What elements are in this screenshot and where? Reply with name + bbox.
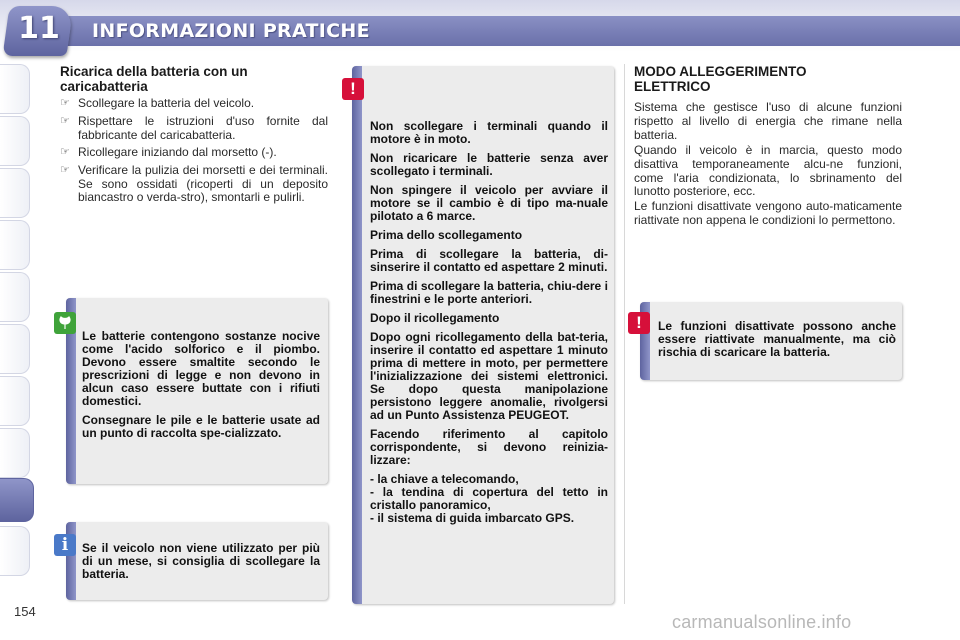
power-saving-heading	[634, 64, 894, 94]
heading-line-1: MODO ALLEGGERIMENTO	[634, 64, 807, 79]
heading-line-2: caricabatteria	[60, 79, 148, 94]
pointing-hand-icon: ☞	[60, 146, 70, 158]
box-stripe	[352, 66, 362, 604]
chapter-number: 11	[18, 11, 60, 46]
power-saving-paragraph: Sistema che gestisce l'uso di alcune funzioni rispetto al livello di energia che rimane nella batteria.	[634, 100, 902, 142]
info-notice-box	[66, 522, 328, 600]
watermark: carmanualsonline.info	[672, 612, 852, 632]
recycling-notice-box	[66, 298, 328, 484]
chapter-tab-2[interactable]	[0, 116, 30, 166]
battery-warning-box	[352, 66, 614, 604]
warning-paragraph: Non ricaricare le batterie senza aver scollegato i terminali.	[370, 151, 608, 178]
chapter-tab-3[interactable]	[0, 168, 30, 218]
recycling-notice-text	[82, 330, 320, 446]
chapter-tab-7[interactable]	[0, 376, 30, 426]
heading-line-1: Ricarica della batteria con un	[60, 64, 248, 79]
list-item: - la chiave a telecomando,	[370, 472, 519, 486]
pointing-hand-icon: ☞	[60, 115, 70, 127]
info-notice-text: Se il veicolo non viene utilizzato per più di un mese, si consiglia di scollegare la batteria.	[82, 541, 320, 581]
list-item: - il sistema di guida imbarcato GPS.	[370, 511, 575, 525]
chapter-tab-active[interactable]	[0, 478, 34, 522]
chapter-tab-5[interactable]	[0, 272, 30, 322]
chapter-tab-8[interactable]	[0, 428, 30, 478]
recycling-paragraph-1: Le batterie contengono sostanze nocive come l'acido solforico e il piombo. Devono essere smaltite secondo le prescrizioni di legge e non devono in alcun caso essere buttate con i rifiuti domestici.	[82, 329, 320, 408]
reactivation-warning-text: Le funzioni disattivate possono anche essere riattivate manualmente, ma ciò rischia di scaricare la batteria.	[658, 319, 896, 359]
power-saving-paragraph: Le funzioni disattivate vengono auto-maticamente riattivate non appena le condizioni lo permettono.	[634, 199, 902, 227]
chapter-tab-1[interactable]	[0, 64, 30, 114]
chapter-tab-4[interactable]	[0, 220, 30, 270]
list-item: ☞ Scollegare la batteria del veicolo.	[60, 96, 255, 110]
chapter-tab-6[interactable]	[0, 324, 30, 374]
pointing-hand-icon: ☞	[60, 97, 70, 109]
page-title: INFORMAZIONI PRATICHE	[92, 20, 370, 42]
battery-charging-heading	[60, 64, 320, 94]
chapter-tab-10[interactable]	[0, 526, 30, 576]
info-icon: i	[54, 534, 76, 556]
warning-icon: !	[342, 78, 364, 100]
warning-icon: !	[628, 312, 650, 334]
list-item: ☞ Verificare la pulizia dei morsetti e dei terminali. Se sono ossidati (ricoperti di un deposito biancastro o verda-stro), smontarli e pulirli.	[60, 163, 328, 204]
recycling-paragraph-2: Consegnare le pile e le batterie usate ad un punto di raccolta spe-cializzato.	[82, 413, 320, 440]
list-item: - la tendina di copertura del tetto in cristallo panoramico,	[370, 485, 608, 512]
warning-paragraph: Facendo riferimento al capitolo corrispondente, si devono reinizia-lizzare:	[370, 427, 608, 467]
power-saving-paragraph: Quando il veicolo è in marcia, questo modo disattiva temporaneamente alcu-ne funzioni, come l'aria condizionata, lo sbrinamento del lunotto posteriore, ecc.	[634, 143, 902, 199]
column-divider	[624, 64, 625, 604]
warning-paragraph: Non spingere il veicolo per avviare il motore se il cambio è di tipo ma-nuale pilotato a 6 marce.	[370, 183, 608, 223]
list-item: ☞ Rispettare le istruzioni d'uso fornite dal fabbricante del caricabatteria.	[60, 114, 328, 142]
warning-paragraph: Prima di scollegare la batteria, chiu-dere i finestrini e le porte anteriori.	[370, 279, 608, 306]
warning-paragraph: Non scollegare i terminali quando il motore è in moto.	[370, 119, 608, 146]
warning-paragraph: Dopo ogni ricollegamento della bat-teria, inserire il contatto ed aspettare 1 minuto prima di mettere in moto, per permettere l'inizializzazione dei sistemi elettronici. Se dopo questa manipolazione persistono leggere anomalie, rivolgersi ad un Punto Assistenza PEUGEOT.	[370, 330, 608, 422]
pointing-hand-icon: ☞	[60, 164, 70, 176]
warning-paragraph: Prima di scollegare la batteria, di-sinserire il contatto ed aspettare 2 minuti.	[370, 247, 608, 274]
before-disconnect-heading: Prima dello scollegamento	[370, 228, 523, 242]
reactivation-warning-box	[640, 302, 902, 380]
page-number: 154	[14, 604, 36, 619]
list-item: ☞ Ricollegare iniziando dal morsetto (-).	[60, 145, 277, 159]
battery-warning-text	[370, 120, 608, 525]
heading-line-2: ELETTRICO	[634, 79, 711, 94]
leaf-icon	[54, 312, 76, 334]
after-reconnect-heading: Dopo il ricollegamento	[370, 311, 500, 325]
